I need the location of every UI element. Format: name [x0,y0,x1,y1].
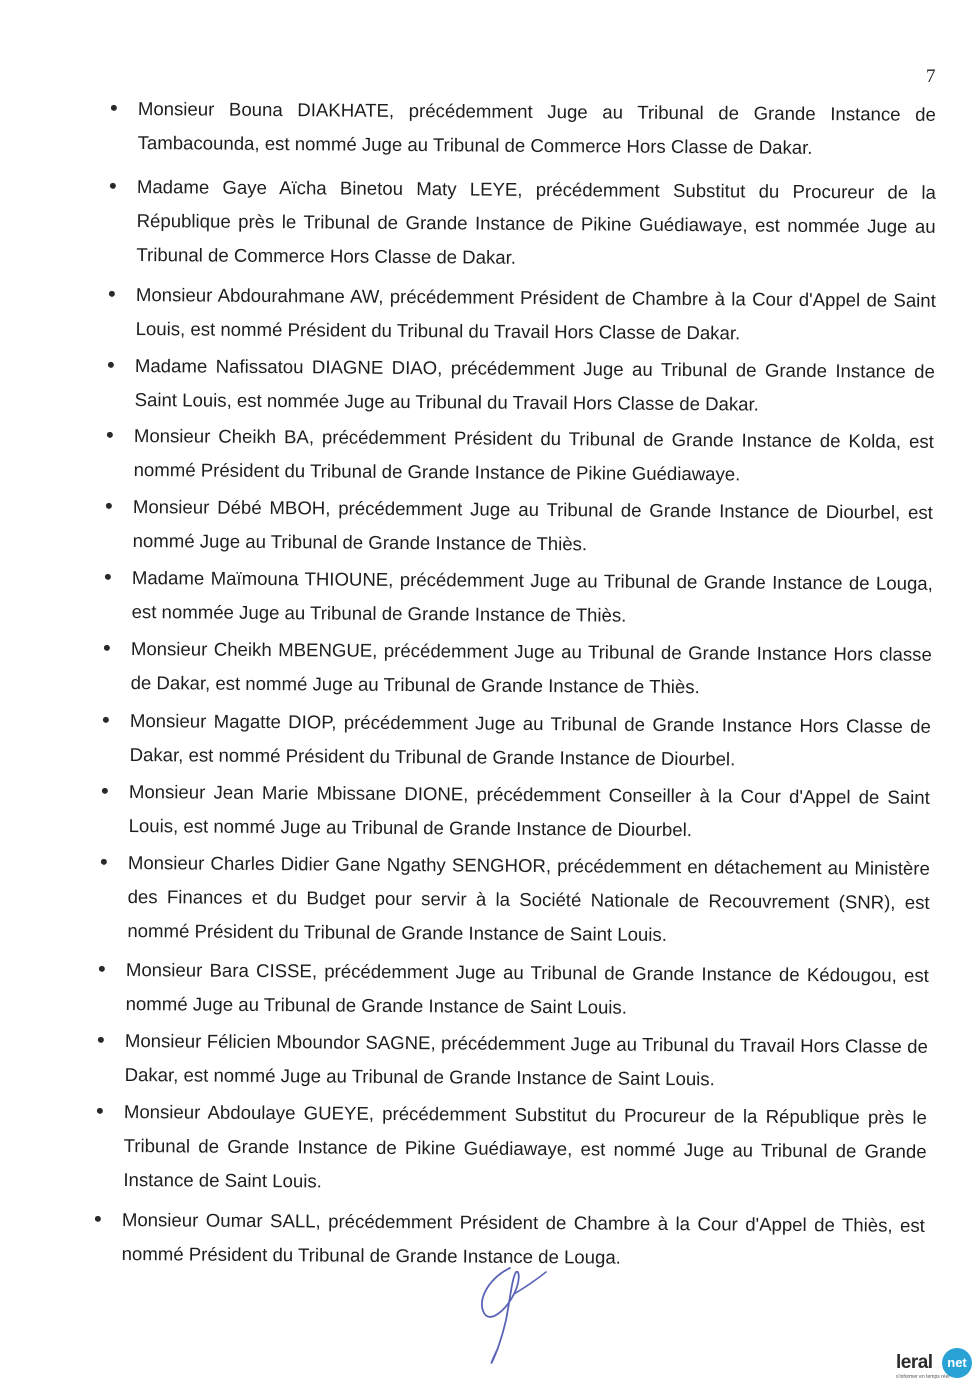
decree-text: Madame Maïmouna THIOUNE, précédemment Juge au Tribunal de Grande Instance de Louga, est nommée Juge au Tribunal de Grande Instance de Thiès. [131,566,933,626]
decree-entry [132,490,932,564]
bullet-icon [101,859,107,865]
bullet-icon [104,645,110,651]
bullet-icon [102,788,108,794]
decree-text: Monsieur Bara CISSE, précédemment Juge au Tribunal de Grande Instance de Kédougou, est nommé Juge au Tribunal de Grande Instance de Saint Louis. [125,958,929,1018]
decree-text: Monsieur Cheikh BA, précédemment Président du Tribunal de Grande Instance de Kolda, est nommé Président du Tribunal de Grande Instance de Pikine Guédiawaye. [133,424,934,485]
decree-text: Madame Nafissatou DIAGNE DIAO, précédemment Juge au Tribunal de Grande Instance de Saint Louis, est nommée Juge au Tribunal du Travail Hors Classe de Dakar. [134,354,935,415]
logo-badge: net [942,1348,972,1378]
decree-entry [131,561,932,635]
bullet-icon [98,1037,104,1043]
decree-entry [137,92,935,166]
decree-text: Monsieur Jean Marie Mbissane DIONE, précédemment Conseiller à la Cour d'Appel de Saint Louis, est nommé Juge au Tribunal de Grande Instance de Diourbel. [128,780,930,841]
bullet-icon [95,1216,101,1222]
decree-text: Monsieur Félicien Mboundor SAGNE, précédemment Juge au Tribunal du Travail Hors Classe de Dakar, est nommé Juge au Tribunal de Grande Instance de Saint Louis. [124,1029,928,1090]
decree-entry [135,278,935,352]
page-number: 7 [926,66,936,87]
logo-tagline: s'informer en temps réel [896,1374,950,1380]
decree-text: Monsieur Abdourahmane AW, précédemment Président de Chambre à la Cour d'Appel de Saint Louis, est nommé Président du Tribunal du Travail Hors Classe de Dakar. [135,283,936,344]
decree-entry [134,349,934,423]
leralnet-logo [896,1352,976,1384]
decree-text: Monsieur Bouna DIAKHATE, précédemment Juge au Tribunal de Grande Instance de Tambacounda, est nommé Juge au Tribunal de Commerce Hors Classe de Dakar. [137,97,936,159]
decree-text: Madame Gaye Aïcha Binetou Maty LEYE, précédemment Substitut du Procureur de la République près le Tribunal de Grande Instance de Pikine Guédiawaye, est nommée Juge au Tribunal de Commerce Hors Classe de Dakar. [136,175,936,269]
decree-entry [133,419,933,493]
bullet-icon [107,432,113,438]
decree-text: Monsieur Débé MBOH, précédemment Juge au Tribunal de Grande Instance de Diourbel, est nommé Juge au Tribunal de Grande Instance de Thiès. [132,495,933,555]
bullet-icon [109,291,115,297]
decree-entry [129,704,930,778]
decree-text: Monsieur Abdoulaye GUEYE, précédemment Substitut du Procureur de la République près le Tribunal de Grande Instance de Pikine Guédiawaye, est nommé Juge au Tribunal de Grande Instance de Saint Louis. [123,1100,927,1192]
bullet-icon [103,717,109,723]
decree-text: Monsieur Cheikh MBENGUE, précédemment Juge au Tribunal de Grande Instance Hors classe de Dakar, est nommé Juge au Tribunal de Grande Instance de Thiès. [130,637,932,698]
decree-entry [123,1095,927,1203]
decree-text: Monsieur Magatte DIOP, précédemment Juge au Tribunal de Grande Instance Hors Classe de Dakar, est nommé Président du Tribunal de Grande Instance de Diourbel. [129,709,931,770]
bullet-icon [108,362,114,368]
bullet-icon [110,183,116,189]
decree-entry [128,775,929,849]
decree-text: Monsieur Oumar SALL, précédemment Président de Chambre à la Cour d'Appel de Thiès, est nommé Président du Tribunal de Grande Instance de Louga. [121,1208,925,1268]
bullet-icon [111,105,117,111]
bullet-icon [106,503,112,509]
bullet-icon [105,574,111,580]
decree-text: Monsieur Charles Didier Gane Ngathy SENGHOR, précédemment en détachement au Ministère des Finances et du Budget pour servir à la Société Nationale de Recouvrement (SNR), est nommé Président du Tribunal de Grande Instance de Saint Louis. [127,851,930,946]
signature-initials [462,1258,552,1368]
decree-entry [130,632,931,706]
bullet-icon [99,966,105,972]
logo-brand: leral [896,1352,933,1373]
decree-entry [124,1024,927,1098]
bullet-icon [97,1108,103,1114]
decree-entry [136,170,936,278]
decree-entry [125,953,928,1027]
decree-entry [127,846,930,954]
